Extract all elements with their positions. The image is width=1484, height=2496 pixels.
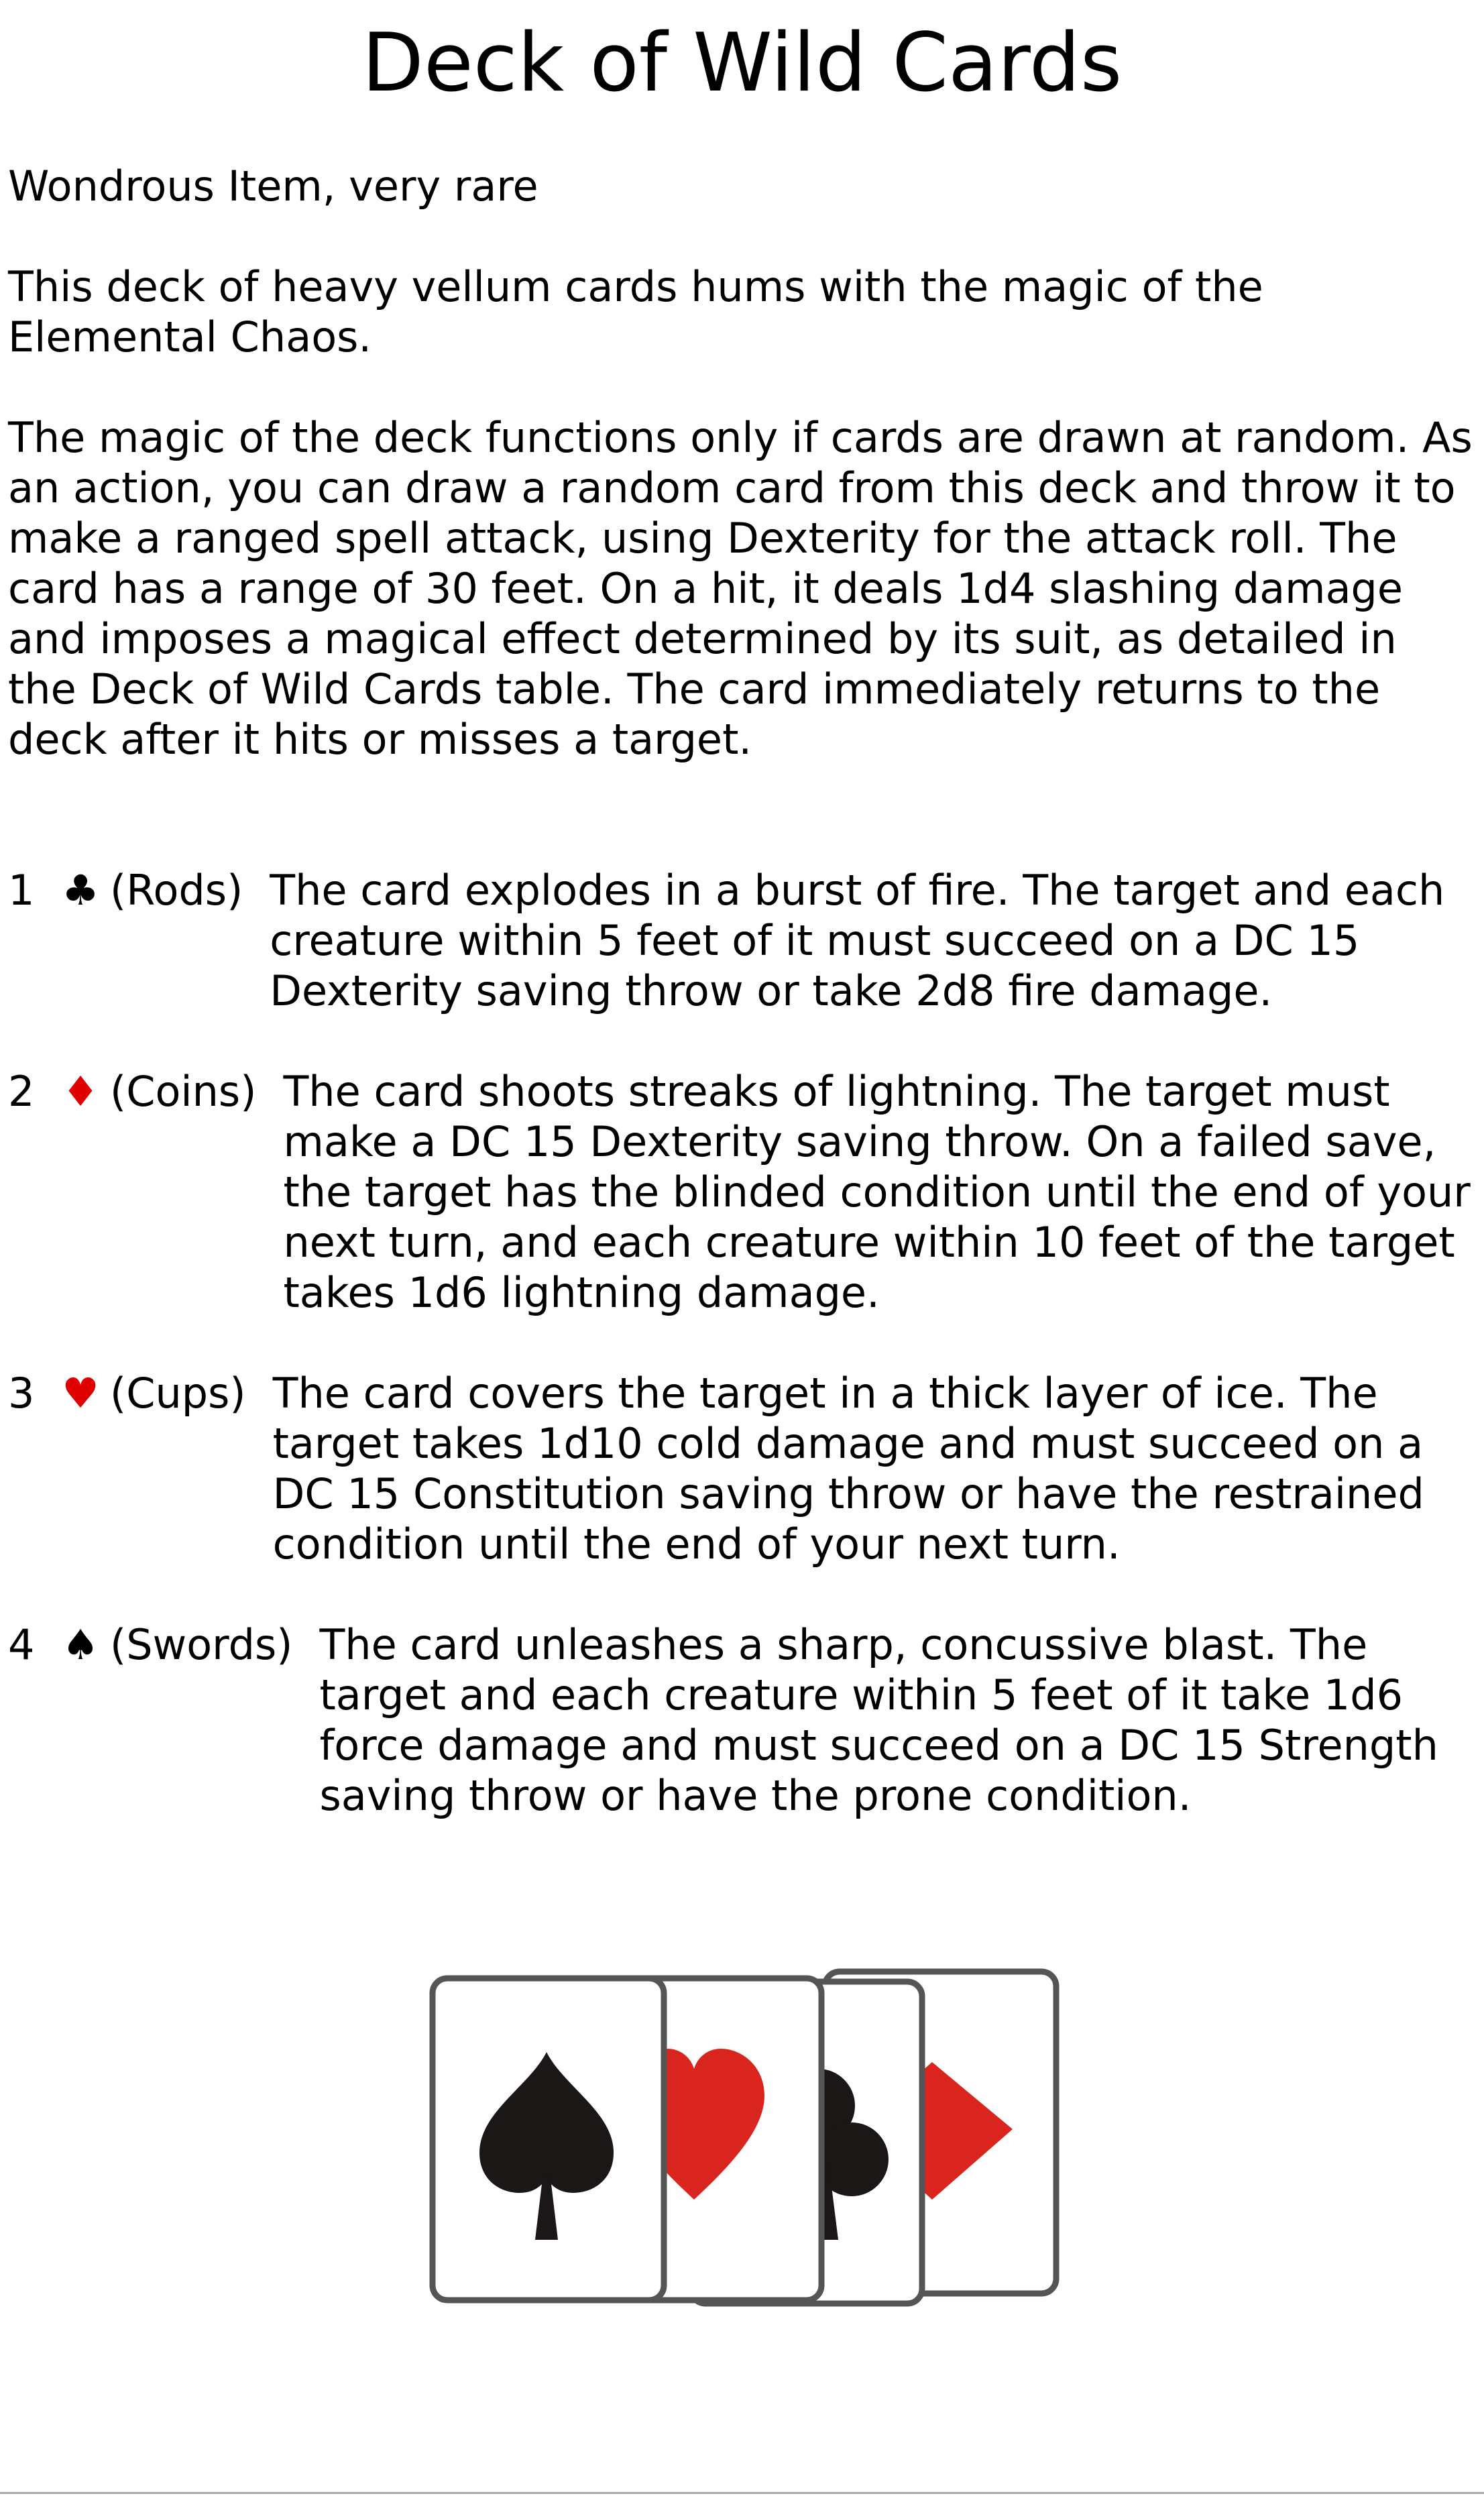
effect-description: The card explodes in a burst of fire. The target and each creature within 5 feet of it must succeed on a DC 15 Dexterity saving throw or take 2d8 fire damage. <box>270 866 1445 1015</box>
suit-name: (Cups) <box>110 1369 246 1418</box>
table-row <box>8 1620 1473 1821</box>
row-number: 2 <box>8 1067 35 1116</box>
intro-paragraph: This deck of heavy vellum cards hums with the magic of the Elemental Chaos. <box>8 262 1263 361</box>
item-type: Wondrous Item, very rare <box>8 162 538 211</box>
spade-icon: ♠ <box>62 1620 99 1669</box>
suit-name: (Coins) <box>110 1067 257 1116</box>
table-row <box>8 865 1477 1016</box>
club-icon: ♣ <box>62 866 99 915</box>
table-row <box>8 1066 1483 1318</box>
rules-paragraph: The magic of the deck functions only if cards are drawn at random. As an action, you can draw a random card from this deck and throw it to make a ranged spell attack, using Dexterity for the attack roll. The card has a range of 30 feet. On a hit, it deals 1d4 slashing damage and imposes a magical effect determined by its suit, as detailed in the Deck of Wild Cards table. The card immediately returns to the deck after it hits or misses a target. <box>8 413 1473 764</box>
row-number: 3 <box>8 1369 35 1418</box>
table-row <box>8 1368 1480 1569</box>
page-title: Deck of Wild Cards <box>361 17 1123 110</box>
playing-cards-illustration <box>422 1958 1066 2327</box>
row-number: 1 <box>8 866 35 915</box>
heart-icon: ♥ <box>62 1369 99 1418</box>
row-number: 4 <box>8 1620 35 1669</box>
diamond-icon: ♦ <box>62 1067 99 1116</box>
effect-description: The card covers the target in a thick layer of ice. The target takes 1d10 cold damage and must succeed on a DC 15 Constitution saving throw or have the restrained condition until the end of your next turn. <box>272 1369 1424 1569</box>
suit-name: (Rods) <box>110 866 243 915</box>
effect-description: The card shoots streaks of lightning. The target must make a DC 15 Dexterity saving throw. On a failed save, the target has the blinded condition until the end of your next turn, and each creature within 10 feet of the target takes 1d6 lightning damage. <box>283 1067 1471 1317</box>
effect-description: The card unleashes a sharp, concussive blast. The target and each creature within 5 feet of it take 1d6 force damage and must succeed on a DC 15 Strength saving throw or have the prone condition. <box>319 1620 1438 1820</box>
suit-name: (Swords) <box>110 1620 293 1669</box>
bottom-divider <box>0 2492 1484 2494</box>
spade-card <box>433 1978 664 2300</box>
